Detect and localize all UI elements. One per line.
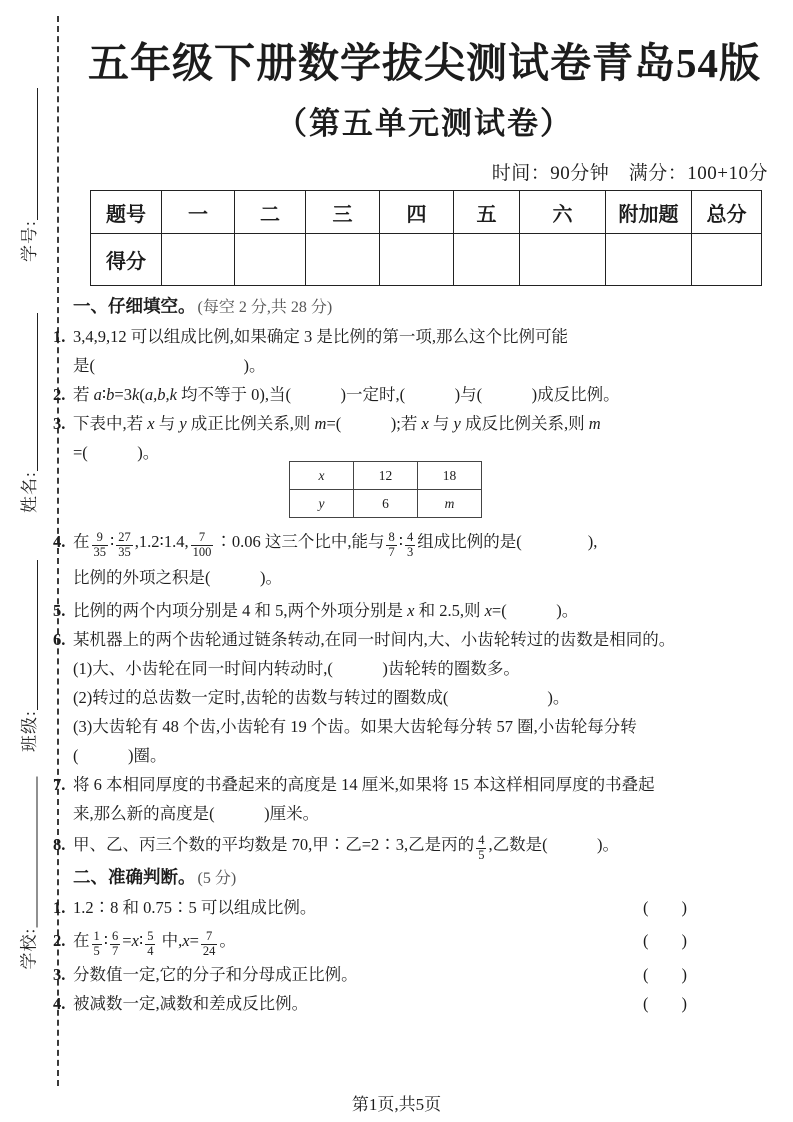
question-3-number: 3.: [53, 414, 66, 433]
score-cell: [454, 234, 520, 286]
question-6-sub3: (3)大齿轮有 48 个齿,小齿轮有 19 个齿。如果大齿轮每分转 57 圈,小齿轮每分转: [73, 717, 637, 736]
xy-table-row-x: [290, 462, 482, 490]
judgment-2-number: 2.: [53, 930, 66, 950]
student-name-label: 姓名:: [19, 471, 39, 513]
judgment-3: [53, 960, 767, 989]
xy-cell: 12: [354, 462, 418, 490]
judgment-1-answer-blank: ( ): [643, 897, 687, 917]
question-1-text: 3,4,9,12 可以组成比例,如果确定 3 是比例的第一项,那么这个比例可能: [73, 327, 568, 346]
fraction: $\frac{7}{100}$: [192, 530, 212, 559]
fraction: $\frac{6}{7}$: [112, 929, 119, 958]
score-cell: [380, 234, 454, 286]
question-6-sub1: (1)大、小齿轮在同一时间内转动时,( )齿轮转的圈数多。: [73, 659, 520, 678]
class-field: [16, 560, 38, 752]
question-1-blank: 是( )。: [73, 356, 266, 375]
question-7: [53, 770, 767, 828]
question-3-xy-table: [289, 461, 482, 518]
score-table-header-row: [91, 191, 762, 234]
question-8-number: 8.: [53, 835, 66, 854]
judgment-2-text: 在 $\frac{1}{5}$ ∶ $\frac{6}{7}$ =x∶ $\frac{5}{4}$ 中,x= $\frac{7}{24}$ 。: [73, 929, 236, 958]
judgment-3-text: 分数值一定,它的分子和分母成正比例。: [73, 964, 358, 984]
fraction: $\frac{1}{5}$: [93, 929, 100, 958]
school-blank-line: [24, 777, 38, 928]
question-6-number: 6.: [53, 630, 66, 649]
student-name-field: [16, 313, 38, 513]
fraction: $\frac{9}{35}$: [93, 530, 106, 559]
judgment-1-number: 1.: [53, 897, 66, 917]
judgment-4-text: 被减数一定,减数和差成反比例。: [73, 993, 309, 1013]
student-id-field: [16, 88, 38, 262]
section1-title: 一、仔细填空。: [73, 296, 196, 316]
question-2: [53, 380, 767, 409]
score-table-score-row: [91, 234, 762, 286]
question-1: [53, 322, 767, 380]
xy-cell: m: [418, 490, 482, 518]
school-label: 学校:: [19, 927, 38, 970]
score-col-6: 六: [520, 191, 606, 234]
judgment-3-number: 3.: [53, 964, 66, 984]
fraction: $\frac{4}{5}$: [478, 833, 485, 862]
question-6: [53, 625, 767, 654]
score-row-label: 得分: [91, 234, 162, 286]
question-2-number: 2.: [53, 385, 66, 404]
score-col-3: 三: [306, 191, 380, 234]
score-col-5: 五: [454, 191, 520, 234]
judgment-4-number: 4.: [53, 993, 66, 1013]
fraction: $\frac{8}{7}$: [388, 530, 395, 559]
page-title: 五年级下册数学拔尖测试卷青岛54版: [88, 40, 761, 86]
question-7-text: 将 6 本相同厚度的书叠起来的高度是 14 厘米,如果将 15 本这样相同厚度的书叠起: [73, 775, 655, 794]
question-8: [53, 828, 767, 863]
class-label: 班级:: [19, 710, 39, 752]
student-id-label: 学号:: [19, 220, 39, 262]
question-4-number: 4.: [53, 532, 66, 551]
question-5-number: 5.: [53, 601, 66, 620]
score-col-1: 一: [162, 191, 235, 234]
judgment-1-text: 1.2∶8 和 0.75∶5 可以组成比例。: [73, 897, 317, 917]
score-col-bonus: 附加题: [606, 191, 692, 234]
question-7-number: 7.: [53, 775, 66, 794]
fraction: $\frac{7}{24}$: [202, 929, 216, 958]
question-8-text: 甲、乙、丙三个数的平均数是 70,甲∶乙=2∶3,乙是丙的 $\frac{4}{5}$ ,乙数是( )。: [73, 833, 620, 862]
section2-title: 二、准确判断。: [73, 866, 196, 887]
xy-table-row-y: [290, 490, 482, 518]
judgment-2: [53, 922, 767, 960]
score-cell: [162, 234, 235, 286]
fraction: $\frac{5}{4}$: [147, 929, 154, 958]
exam-time-score-info: 时间：90分钟 满分：100+10分: [491, 163, 768, 184]
class-blank-line: [24, 560, 38, 710]
xy-cell: 18: [418, 462, 482, 490]
score-cell: [235, 234, 306, 286]
question-5-text: 比例的两个内项分别是 4 和 5,两个外项分别是 x 和 2.5,则 x=( )。: [73, 601, 579, 620]
judgment-4: [53, 989, 767, 1018]
page-footer: 第1页,共5页: [351, 1095, 442, 1114]
judgment-1: [53, 893, 767, 922]
student-name-blank-line: [24, 313, 38, 471]
xy-cell: x: [290, 462, 354, 490]
school-field: [16, 777, 38, 970]
score-col-4: 四: [380, 191, 454, 234]
score-col-2: 二: [235, 191, 306, 234]
score-table: [90, 190, 762, 286]
judgment-2-answer-blank: ( ): [643, 930, 687, 950]
judgment-4-answer-blank: ( ): [643, 993, 687, 1013]
question-3-text: 下表中,若 x 与 y 成正比例关系,则 m=( );若 x 与 y 成反比例关系,则 m: [73, 414, 601, 433]
question-2-text: 若 a∶b=3k(a,b,k 均不等于 0),当( )一定时,( )与( )成反比例。: [73, 385, 620, 404]
section2-heading: [73, 863, 767, 893]
question-3-blank: =( )。: [73, 443, 160, 462]
question-5: [53, 596, 767, 625]
xy-cell: y: [290, 490, 354, 518]
question-6-sub2: (2)转过的总齿数一定时,齿轮的齿数与转过的圈数成( )。: [73, 688, 570, 707]
xy-cell: 6: [354, 490, 418, 518]
score-cell: [520, 234, 606, 286]
score-cell: [606, 234, 692, 286]
score-col-label: 题号: [91, 191, 162, 234]
score-cell: [692, 234, 762, 286]
section1-heading: [73, 292, 767, 322]
question-1-number: 1.: [53, 327, 66, 346]
question-7-blank: 来,那么新的高度是( )厘米。: [73, 804, 320, 823]
question-3: [53, 409, 767, 467]
section2-score-note: (5 分): [197, 869, 237, 887]
question-4-text: 在 $\frac{9}{35}$ ∶ $\frac{27}{35}$ ,1.2∶1.4, $\frac{7}{100}$ ∶0.06 这三个比中,能与 $\frac{8}{7}$ ∶ $\frac{4}{3}$ 组成比例的是( ),: [73, 530, 598, 559]
fraction: $\frac{27}{35}$: [118, 530, 131, 559]
question-6-sub3-blank: ( )圈。: [73, 746, 167, 765]
question-body: [53, 292, 767, 1018]
fraction: $\frac{4}{3}$: [407, 530, 414, 559]
question-6-intro: 某机器上的两个齿轮通过链条转动,在同一时间内,大、小齿轮转过的齿数是相同的。: [73, 630, 676, 649]
question-4: [53, 524, 767, 596]
judgment-3-answer-blank: ( ): [643, 964, 687, 984]
question-4-blank: 比例的外项之积是( )。: [73, 568, 282, 587]
score-col-total: 总分: [692, 191, 762, 234]
student-id-blank-line: [24, 88, 38, 220]
section1-score-note: (每空 2 分,共 28 分): [197, 299, 333, 316]
score-cell: [306, 234, 380, 286]
page-subtitle: （第五单元测试卷）: [276, 106, 573, 141]
